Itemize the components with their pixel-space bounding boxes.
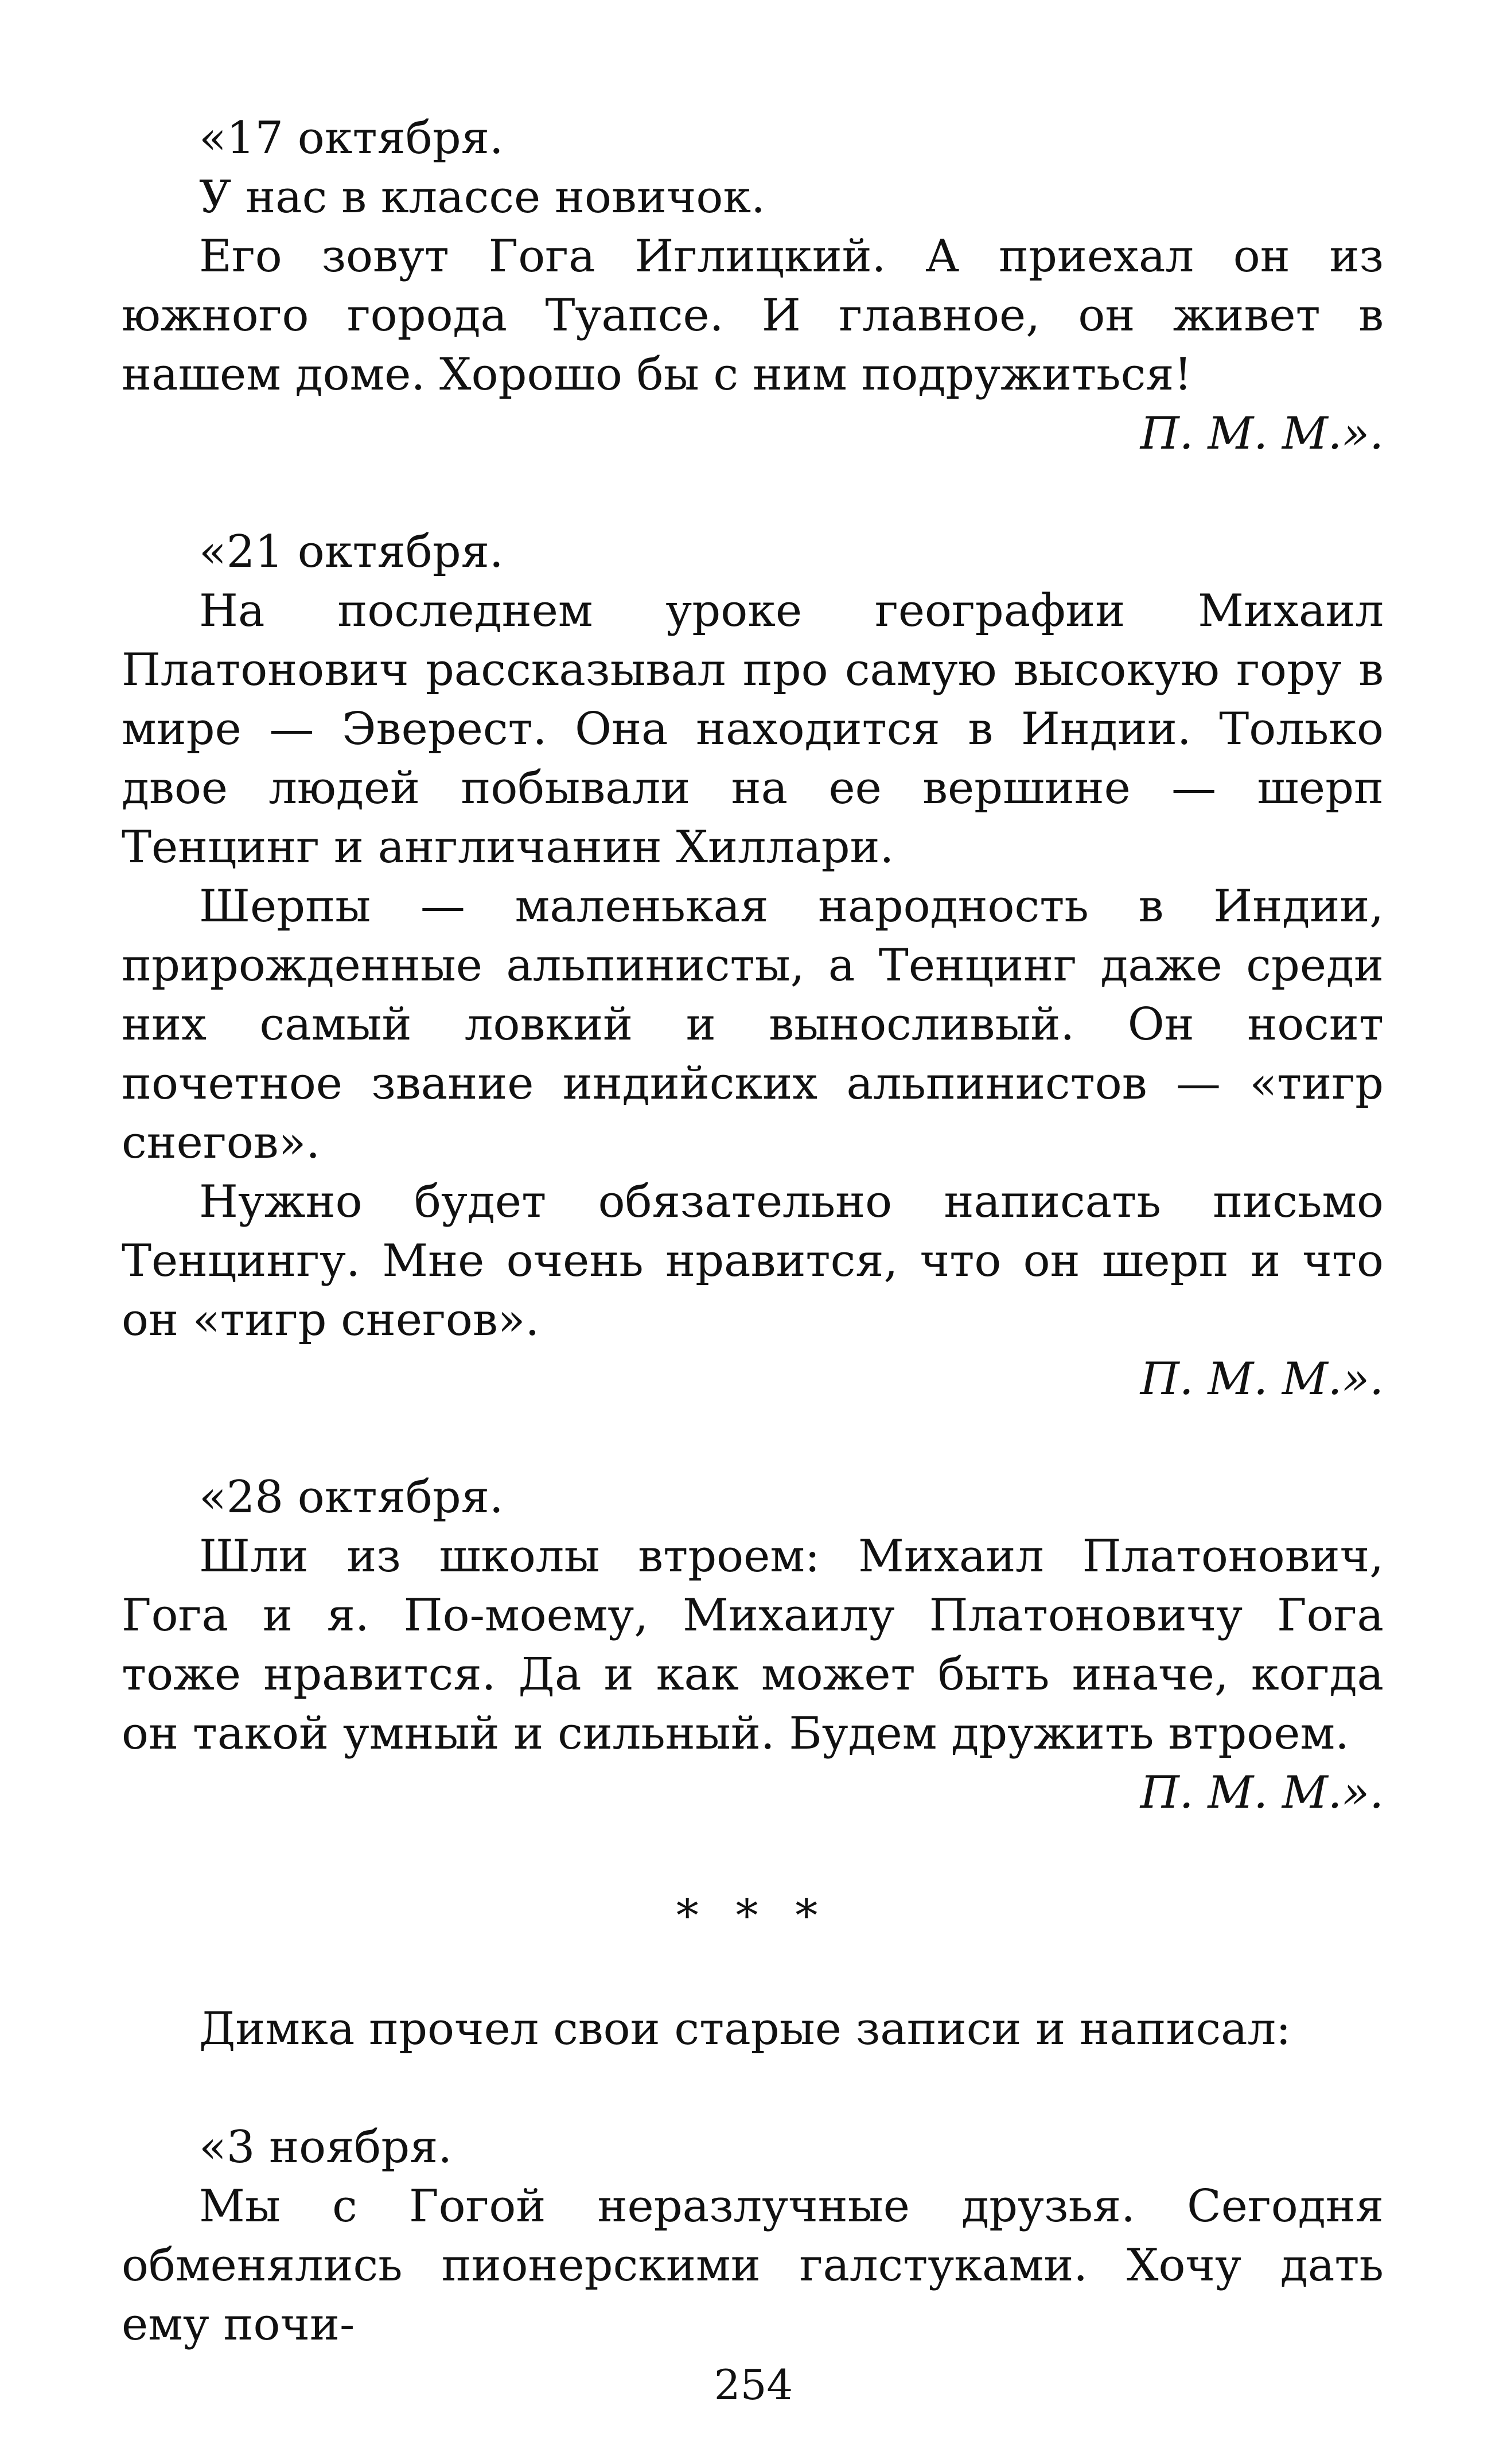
spacer [122,2059,1384,2118]
spacer [122,1409,1384,1468]
spacer [122,1823,1384,1882]
page-number: 254 [714,2361,793,2409]
paragraph: Нужно будет обязательно написать письмо Тенцингу. Мне очень нравится, что он шерп и что он «тигр снегов». [122,1176,1384,1346]
signature: П. М. М.». [1140,408,1384,460]
paragraph: Шерпы — маленькая народность в Индии, прирожденные альпинисты, а Тенцинг даже среди них самый ловкий и выносливый. Он носит почетное звание индийских альпинистов — «тигр снегов». [122,881,1384,1169]
spacer [122,464,1384,523]
entry-date: «28 октября. [199,1472,504,1523]
paragraph: Шли из школы втроем: Михаил Платонович, Гога и я. По-моему, Михаилу Платоновичу Гога тоже нравится. Да и как может быть иначе, когда он такой умный и сильный. Будем дружить втроем. [122,1531,1384,1760]
narration: Димка прочел свои старые записи и написал: [199,2003,1291,2055]
signature: П. М. М.». [1140,1767,1384,1819]
paragraph: Его зовут Гога Иглицкий. А приехал он из южного города Туапсе. И главное, он живет в нашем доме. Хорошо бы с ним подружиться! [122,231,1384,400]
paragraph: На последнем уроке географии Михаил Платонович рассказывал про самую высокую гору в мире — Эверест. Она находится в Индии. Только двое людей побывали на ее вершине — шерп Тенцинг и англичанин Хиллари. [122,585,1384,873]
entry-date: «17 октября. [199,112,504,164]
signature: П. М. М.». [1140,1353,1384,1405]
page-text [122,109,1384,2354]
paragraph: Мы с Гогой неразлучные друзья. Сегодня обменялись пионерскими галстуками. Хочу дать ему почи- [122,2181,1384,2350]
section-separator: * * * [676,1890,830,1942]
entry-date: «3 ноября. [199,2122,453,2173]
entry-date: «21 октября. [199,526,504,578]
paragraph: У нас в классе новичок. [199,172,765,223]
spacer [122,1941,1384,2000]
